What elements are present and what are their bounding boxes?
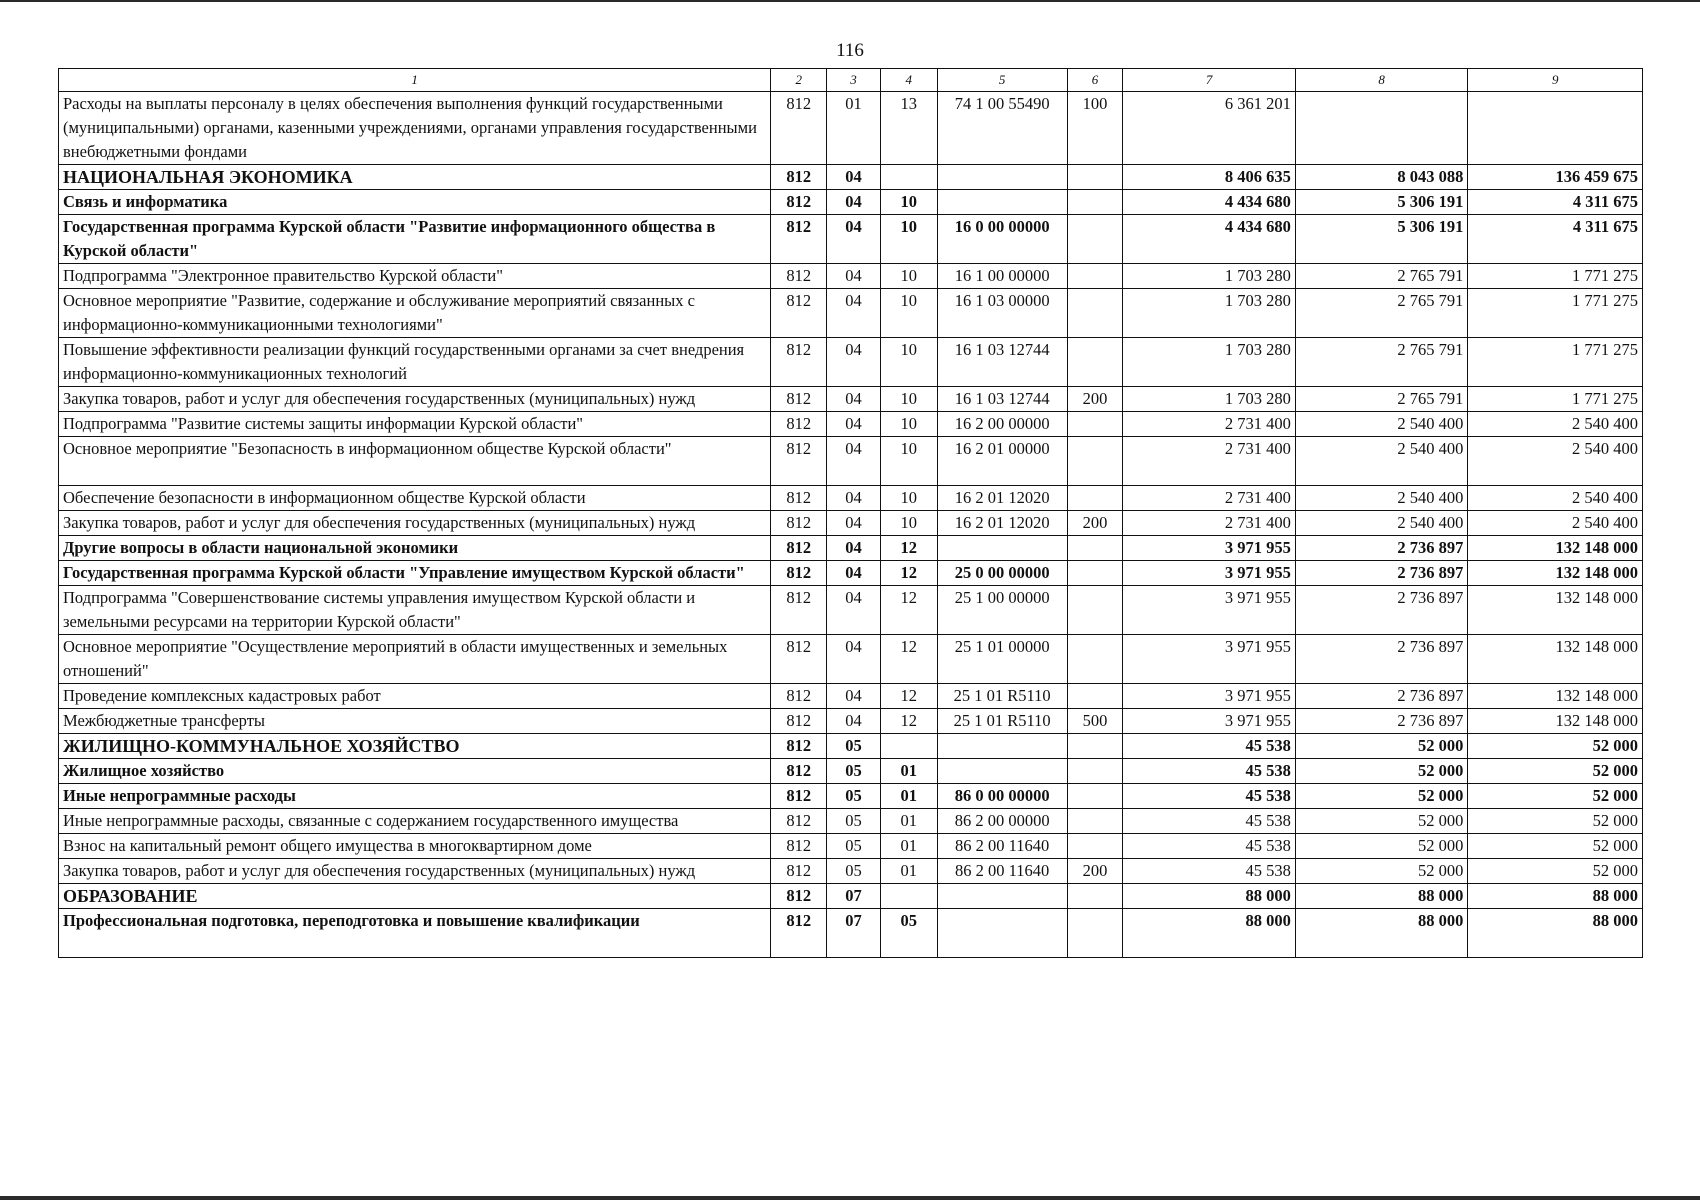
amount-col9-cell: 52 000 — [1468, 734, 1643, 759]
row-name-cell: Подпрограмма "Электронное правительство Курской области" — [59, 264, 771, 289]
amount-col8-cell: 52 000 — [1295, 734, 1468, 759]
amount-col9-cell: 52 000 — [1468, 784, 1643, 809]
row-name-cell: Иные непрограммные расходы, связанные с содержанием государственного имущества — [59, 809, 771, 834]
amount-col7-cell: 88 000 — [1123, 884, 1296, 909]
section-code-cell: 04 — [827, 412, 881, 437]
amount-col8-cell: 2 736 897 — [1295, 684, 1468, 709]
row-name-cell: Проведение комплексных кадастровых работ — [59, 684, 771, 709]
target-article-cell: 86 2 00 11640 — [937, 859, 1067, 884]
amount-col9-cell: 132 148 000 — [1468, 684, 1643, 709]
col-number-7: 7 — [1123, 69, 1296, 92]
section-code-cell: 04 — [827, 437, 881, 486]
subsection-code-cell: 13 — [880, 92, 937, 165]
subsection-code-cell: 12 — [880, 635, 937, 684]
section-code-cell: 04 — [827, 338, 881, 387]
col-number-6: 6 — [1067, 69, 1123, 92]
row-name-cell: Иные непрограммные расходы — [59, 784, 771, 809]
col-number-3: 3 — [827, 69, 881, 92]
expense-type-cell — [1067, 561, 1123, 586]
table-row — [59, 289, 1643, 338]
row-name-cell: Профессиональная подготовка, переподготовка и повышение квалификации — [59, 909, 771, 958]
expense-type-cell — [1067, 884, 1123, 909]
ministry-code-cell: 812 — [771, 511, 827, 536]
subsection-code-cell — [880, 165, 937, 190]
ministry-code-cell: 812 — [771, 92, 827, 165]
ministry-code-cell: 812 — [771, 412, 827, 437]
page-number: 116 — [836, 40, 864, 61]
amount-col7-cell: 2 731 400 — [1123, 486, 1296, 511]
section-code-cell: 01 — [827, 92, 881, 165]
subsection-code-cell: 10 — [880, 215, 937, 264]
subsection-code-cell: 12 — [880, 586, 937, 635]
row-name-cell: Закупка товаров, работ и услуг для обеспечения государственных (муниципальных) нужд — [59, 859, 771, 884]
expense-type-cell — [1067, 834, 1123, 859]
expense-type-cell — [1067, 635, 1123, 684]
amount-col9-cell: 132 148 000 — [1468, 536, 1643, 561]
expense-type-cell — [1067, 809, 1123, 834]
amount-col9-cell: 132 148 000 — [1468, 586, 1643, 635]
expense-type-cell — [1067, 437, 1123, 486]
section-code-cell: 04 — [827, 536, 881, 561]
table-row — [59, 486, 1643, 511]
subsection-code-cell: 10 — [880, 511, 937, 536]
expense-type-cell — [1067, 759, 1123, 784]
amount-col8-cell: 2 736 897 — [1295, 536, 1468, 561]
section-code-cell: 07 — [827, 909, 881, 958]
table-row — [59, 586, 1643, 635]
subsection-code-cell: 12 — [880, 536, 937, 561]
section-code-cell: 04 — [827, 486, 881, 511]
section-code-cell: 05 — [827, 759, 881, 784]
subsection-code-cell: 01 — [880, 859, 937, 884]
expense-type-cell: 200 — [1067, 511, 1123, 536]
ministry-code-cell: 812 — [771, 387, 827, 412]
amount-col8-cell: 52 000 — [1295, 759, 1468, 784]
ministry-code-cell: 812 — [771, 759, 827, 784]
amount-col8-cell: 2 765 791 — [1295, 264, 1468, 289]
subsection-code-cell: 10 — [880, 412, 937, 437]
amount-col8-cell: 88 000 — [1295, 884, 1468, 909]
section-code-cell: 04 — [827, 635, 881, 684]
scan-bottom-edge — [0, 1196, 1700, 1200]
amount-col7-cell: 45 538 — [1123, 859, 1296, 884]
expense-type-cell — [1067, 289, 1123, 338]
table-row — [59, 684, 1643, 709]
amount-col7-cell: 1 703 280 — [1123, 289, 1296, 338]
subsection-code-cell: 12 — [880, 684, 937, 709]
target-article-cell: 25 1 00 00000 — [937, 586, 1067, 635]
table-row — [59, 92, 1643, 165]
expense-type-cell — [1067, 784, 1123, 809]
amount-col8-cell: 2 540 400 — [1295, 486, 1468, 511]
target-article-cell: 16 0 00 00000 — [937, 215, 1067, 264]
amount-col7-cell: 1 703 280 — [1123, 264, 1296, 289]
ministry-code-cell: 812 — [771, 437, 827, 486]
row-name-cell: Жилищное хозяйство — [59, 759, 771, 784]
section-code-cell: 05 — [827, 784, 881, 809]
expense-type-cell — [1067, 536, 1123, 561]
amount-col7-cell: 1 703 280 — [1123, 338, 1296, 387]
subsection-code-cell: 10 — [880, 289, 937, 338]
ministry-code-cell: 812 — [771, 859, 827, 884]
table-row — [59, 412, 1643, 437]
amount-col8-cell: 52 000 — [1295, 784, 1468, 809]
row-name-cell: Другие вопросы в области национальной экономики — [59, 536, 771, 561]
subsection-code-cell: 01 — [880, 834, 937, 859]
section-code-cell: 04 — [827, 586, 881, 635]
amount-col9-cell: 132 148 000 — [1468, 635, 1643, 684]
amount-col9-cell: 132 148 000 — [1468, 561, 1643, 586]
amount-col9-cell: 2 540 400 — [1468, 511, 1643, 536]
amount-col9-cell: 52 000 — [1468, 859, 1643, 884]
target-article-cell: 74 1 00 55490 — [937, 92, 1067, 165]
amount-col8-cell: 88 000 — [1295, 909, 1468, 958]
amount-col7-cell: 3 971 955 — [1123, 536, 1296, 561]
ministry-code-cell: 812 — [771, 338, 827, 387]
amount-col8-cell: 2 736 897 — [1295, 635, 1468, 684]
col-number-8: 8 — [1295, 69, 1468, 92]
amount-col7-cell: 8 406 635 — [1123, 165, 1296, 190]
amount-col7-cell: 2 731 400 — [1123, 437, 1296, 486]
table-row — [59, 734, 1643, 759]
expense-type-cell: 200 — [1067, 859, 1123, 884]
table-row — [59, 759, 1643, 784]
section-code-cell: 04 — [827, 215, 881, 264]
amount-col7-cell: 45 538 — [1123, 809, 1296, 834]
target-article-cell: 16 2 00 00000 — [937, 412, 1067, 437]
ministry-code-cell: 812 — [771, 165, 827, 190]
col-number-4: 4 — [880, 69, 937, 92]
ministry-code-cell: 812 — [771, 561, 827, 586]
budget-table — [58, 68, 1643, 958]
amount-col8-cell: 2 540 400 — [1295, 412, 1468, 437]
subsection-code-cell: 10 — [880, 190, 937, 215]
target-article-cell — [937, 734, 1067, 759]
table-row — [59, 264, 1643, 289]
amount-col9-cell: 4 311 675 — [1468, 215, 1643, 264]
section-code-cell: 04 — [827, 387, 881, 412]
section-code-cell: 04 — [827, 511, 881, 536]
target-article-cell: 25 1 01 R5110 — [937, 709, 1067, 734]
amount-col7-cell: 3 971 955 — [1123, 635, 1296, 684]
amount-col7-cell: 3 971 955 — [1123, 684, 1296, 709]
amount-col9-cell: 2 540 400 — [1468, 486, 1643, 511]
row-name-cell: Государственная программа Курской области "Развитие информационного общества в Курской области" — [59, 215, 771, 264]
table-row — [59, 165, 1643, 190]
ministry-code-cell: 812 — [771, 586, 827, 635]
target-article-cell: 86 0 00 00000 — [937, 784, 1067, 809]
row-name-cell: ОБРАЗОВАНИЕ — [59, 884, 771, 909]
subsection-code-cell: 10 — [880, 264, 937, 289]
subsection-code-cell: 10 — [880, 486, 937, 511]
table-row — [59, 215, 1643, 264]
ministry-code-cell: 812 — [771, 784, 827, 809]
amount-col7-cell: 1 703 280 — [1123, 387, 1296, 412]
col-number-1: 1 — [59, 69, 771, 92]
ministry-code-cell: 812 — [771, 289, 827, 338]
amount-col8-cell: 5 306 191 — [1295, 215, 1468, 264]
table-row — [59, 190, 1643, 215]
table-row — [59, 859, 1643, 884]
amount-col8-cell: 2 736 897 — [1295, 586, 1468, 635]
amount-col9-cell: 52 000 — [1468, 834, 1643, 859]
table-row — [59, 709, 1643, 734]
amount-col7-cell: 88 000 — [1123, 909, 1296, 958]
col-number-2: 2 — [771, 69, 827, 92]
amount-col9-cell: 52 000 — [1468, 759, 1643, 784]
subsection-code-cell: 01 — [880, 784, 937, 809]
subsection-code-cell: 12 — [880, 709, 937, 734]
target-article-cell: 16 2 01 12020 — [937, 511, 1067, 536]
row-name-cell: Связь и информатика — [59, 190, 771, 215]
ministry-code-cell: 812 — [771, 486, 827, 511]
subsection-code-cell: 10 — [880, 387, 937, 412]
col-number-5: 5 — [937, 69, 1067, 92]
target-article-cell: 86 2 00 11640 — [937, 834, 1067, 859]
table-row — [59, 884, 1643, 909]
target-article-cell: 25 1 01 00000 — [937, 635, 1067, 684]
expense-type-cell — [1067, 338, 1123, 387]
target-article-cell: 86 2 00 00000 — [937, 809, 1067, 834]
expense-type-cell — [1067, 486, 1123, 511]
ministry-code-cell: 812 — [771, 834, 827, 859]
amount-col7-cell: 3 971 955 — [1123, 709, 1296, 734]
section-code-cell: 05 — [827, 859, 881, 884]
ministry-code-cell: 812 — [771, 536, 827, 561]
amount-col8-cell: 5 306 191 — [1295, 190, 1468, 215]
amount-col8-cell: 52 000 — [1295, 859, 1468, 884]
expense-type-cell — [1067, 165, 1123, 190]
subsection-code-cell: 01 — [880, 809, 937, 834]
table-row — [59, 536, 1643, 561]
subsection-code-cell — [880, 734, 937, 759]
section-code-cell: 07 — [827, 884, 881, 909]
row-name-cell: Расходы на выплаты персоналу в целях обеспечения выполнения функций государственными (муниципальными) органами, казенными учреждениями, органами управления государственными внебюджетными фондами — [59, 92, 771, 165]
row-name-cell: Повышение эффективности реализации функций государственными органами за счет внедрения информационно-коммуникационных технологий — [59, 338, 771, 387]
amount-col8-cell: 2 540 400 — [1295, 511, 1468, 536]
subsection-code-cell: 10 — [880, 338, 937, 387]
ministry-code-cell: 812 — [771, 190, 827, 215]
row-name-cell: Обеспечение безопасности в информационном обществе Курской области — [59, 486, 771, 511]
row-name-cell: Основное мероприятие "Осуществление мероприятий в области имущественных и земельных отношений" — [59, 635, 771, 684]
target-article-cell: 25 0 00 00000 — [937, 561, 1067, 586]
amount-col8-cell: 2 765 791 — [1295, 387, 1468, 412]
ministry-code-cell: 812 — [771, 684, 827, 709]
amount-col8-cell: 8 043 088 — [1295, 165, 1468, 190]
ministry-code-cell: 812 — [771, 215, 827, 264]
amount-col7-cell: 45 538 — [1123, 784, 1296, 809]
target-article-cell: 16 1 03 12744 — [937, 387, 1067, 412]
target-article-cell — [937, 884, 1067, 909]
ministry-code-cell: 812 — [771, 884, 827, 909]
table-row — [59, 834, 1643, 859]
target-article-cell — [937, 909, 1067, 958]
subsection-code-cell: 01 — [880, 759, 937, 784]
table-row — [59, 561, 1643, 586]
section-code-cell: 04 — [827, 289, 881, 338]
amount-col7-cell: 4 434 680 — [1123, 215, 1296, 264]
amount-col9-cell: 88 000 — [1468, 884, 1643, 909]
target-article-cell: 16 1 00 00000 — [937, 264, 1067, 289]
amount-col9-cell — [1468, 92, 1643, 165]
amount-col7-cell: 4 434 680 — [1123, 190, 1296, 215]
section-code-cell: 04 — [827, 264, 881, 289]
amount-col7-cell: 3 971 955 — [1123, 561, 1296, 586]
target-article-cell — [937, 165, 1067, 190]
amount-col7-cell: 45 538 — [1123, 834, 1296, 859]
col-number-9: 9 — [1468, 69, 1643, 92]
amount-col7-cell: 45 538 — [1123, 759, 1296, 784]
expense-type-cell: 500 — [1067, 709, 1123, 734]
amount-col9-cell: 88 000 — [1468, 909, 1643, 958]
row-name-cell: Межбюджетные трансферты — [59, 709, 771, 734]
table-body — [59, 69, 1643, 958]
row-name-cell: Закупка товаров, работ и услуг для обеспечения государственных (муниципальных) нужд — [59, 387, 771, 412]
row-name-cell: ЖИЛИЩНО-КОММУНАЛЬНОЕ ХОЗЯЙСТВО — [59, 734, 771, 759]
row-name-cell: Основное мероприятие "Безопасность в информационном обществе Курской области" — [59, 437, 771, 486]
amount-col9-cell: 1 771 275 — [1468, 387, 1643, 412]
table-row — [59, 635, 1643, 684]
amount-col8-cell: 2 765 791 — [1295, 289, 1468, 338]
ministry-code-cell: 812 — [771, 635, 827, 684]
section-code-cell: 05 — [827, 834, 881, 859]
target-article-cell: 16 1 03 00000 — [937, 289, 1067, 338]
section-code-cell: 04 — [827, 165, 881, 190]
target-article-cell — [937, 536, 1067, 561]
target-article-cell: 25 1 01 R5110 — [937, 684, 1067, 709]
expense-type-cell: 200 — [1067, 387, 1123, 412]
amount-col8-cell: 2 765 791 — [1295, 338, 1468, 387]
subsection-code-cell: 12 — [880, 561, 937, 586]
expense-type-cell — [1067, 215, 1123, 264]
row-name-cell: Закупка товаров, работ и услуг для обеспечения государственных (муниципальных) нужд — [59, 511, 771, 536]
expense-type-cell — [1067, 734, 1123, 759]
amount-col9-cell: 1 771 275 — [1468, 338, 1643, 387]
amount-col7-cell: 3 971 955 — [1123, 586, 1296, 635]
table-row — [59, 511, 1643, 536]
target-article-cell: 16 1 03 12744 — [937, 338, 1067, 387]
ministry-code-cell: 812 — [771, 264, 827, 289]
expense-type-cell — [1067, 684, 1123, 709]
amount-col7-cell: 2 731 400 — [1123, 412, 1296, 437]
table-row — [59, 338, 1643, 387]
target-article-cell — [937, 190, 1067, 215]
row-name-cell: Основное мероприятие "Развитие, содержание и обслуживание мероприятий связанных с информационно-коммуникационными технологиями" — [59, 289, 771, 338]
scan-top-edge — [0, 0, 1700, 2]
amount-col9-cell: 1 771 275 — [1468, 264, 1643, 289]
amount-col9-cell: 52 000 — [1468, 809, 1643, 834]
amount-col8-cell: 2 540 400 — [1295, 437, 1468, 486]
expense-type-cell: 100 — [1067, 92, 1123, 165]
subsection-code-cell — [880, 884, 937, 909]
amount-col8-cell: 2 736 897 — [1295, 561, 1468, 586]
table-row — [59, 909, 1643, 958]
subsection-code-cell: 05 — [880, 909, 937, 958]
expense-type-cell — [1067, 190, 1123, 215]
row-name-cell: Государственная программа Курской области "Управление имуществом Курской области" — [59, 561, 771, 586]
expense-type-cell — [1067, 586, 1123, 635]
row-name-cell: Подпрограмма "Развитие системы защиты информации Курской области" — [59, 412, 771, 437]
amount-col9-cell: 2 540 400 — [1468, 437, 1643, 486]
ministry-code-cell: 812 — [771, 809, 827, 834]
section-code-cell: 04 — [827, 684, 881, 709]
ministry-code-cell: 812 — [771, 709, 827, 734]
table-row — [59, 387, 1643, 412]
amount-col8-cell — [1295, 92, 1468, 165]
target-article-cell: 16 2 01 12020 — [937, 486, 1067, 511]
section-code-cell: 04 — [827, 190, 881, 215]
amount-col9-cell: 1 771 275 — [1468, 289, 1643, 338]
expense-type-cell — [1067, 264, 1123, 289]
amount-col9-cell: 2 540 400 — [1468, 412, 1643, 437]
target-article-cell — [937, 759, 1067, 784]
amount-col7-cell: 2 731 400 — [1123, 511, 1296, 536]
table-row — [59, 437, 1643, 486]
section-code-cell: 04 — [827, 709, 881, 734]
amount-col9-cell: 136 459 675 — [1468, 165, 1643, 190]
column-number-row — [59, 69, 1643, 92]
row-name-cell: НАЦИОНАЛЬНАЯ ЭКОНОМИКА — [59, 165, 771, 190]
amount-col7-cell: 6 361 201 — [1123, 92, 1296, 165]
section-code-cell: 04 — [827, 561, 881, 586]
amount-col9-cell: 4 311 675 — [1468, 190, 1643, 215]
table-row — [59, 784, 1643, 809]
expense-type-cell — [1067, 412, 1123, 437]
row-name-cell: Взнос на капитальный ремонт общего имущества в многоквартирном доме — [59, 834, 771, 859]
amount-col8-cell: 52 000 — [1295, 834, 1468, 859]
amount-col7-cell: 45 538 — [1123, 734, 1296, 759]
amount-col8-cell: 2 736 897 — [1295, 709, 1468, 734]
subsection-code-cell: 10 — [880, 437, 937, 486]
ministry-code-cell: 812 — [771, 909, 827, 958]
section-code-cell: 05 — [827, 734, 881, 759]
expense-type-cell — [1067, 909, 1123, 958]
table-row — [59, 809, 1643, 834]
amount-col9-cell: 132 148 000 — [1468, 709, 1643, 734]
ministry-code-cell: 812 — [771, 734, 827, 759]
section-code-cell: 05 — [827, 809, 881, 834]
amount-col8-cell: 52 000 — [1295, 809, 1468, 834]
row-name-cell: Подпрограмма "Совершенствование системы управления имуществом Курской области и земельными ресурсами на территории Курской области" — [59, 586, 771, 635]
target-article-cell: 16 2 01 00000 — [937, 437, 1067, 486]
